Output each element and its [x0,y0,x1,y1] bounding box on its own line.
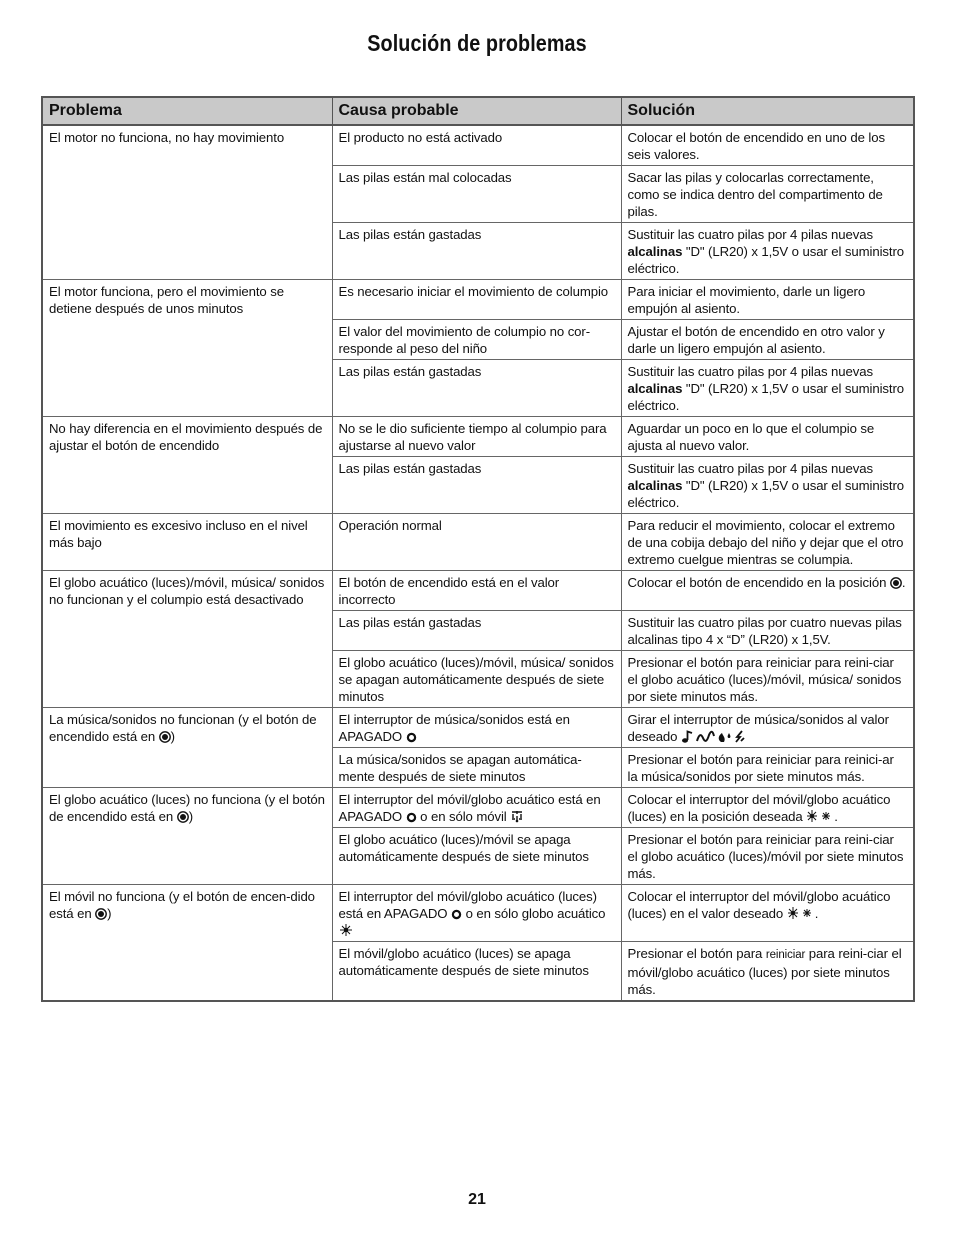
solution-cell [621,571,914,611]
globe-lights-icon [806,809,834,823]
troubleshooting-table [41,96,915,1002]
solution-cell [621,885,914,942]
problem-cell [42,885,332,1002]
solution-bold-text: alcalinas [627,381,683,396]
solution-cell [621,223,914,280]
table-row [42,514,914,571]
page-number: 21 [468,1191,486,1208]
solution-cell [621,708,914,748]
solution-cell: Colocar el botón de encendido en uno de los seis valores. [621,125,914,166]
header-solution: Solución [621,97,914,125]
page-title: Solución de problemas [367,30,587,56]
solution-text: Girar el interruptor de música/sonidos al valor deseado [627,712,889,744]
cause-cell: Las pilas están gastadas [332,360,621,417]
music-sounds-icons [681,730,747,743]
cause-cell: Es necesario iniciar el movimiento de columpio [332,280,621,320]
cause-cell: Las pilas están gastadas [332,223,621,280]
problem-text: ) [107,906,112,921]
table-row [42,280,914,320]
problem-cell: El motor funciona, pero el movimiento se detiene después de unos minutos [42,280,332,417]
hollow-circle-icon [406,812,417,823]
problem-text: ) [170,729,175,744]
cause-cell: Las pilas están gastadas [332,611,621,651]
cause-cell [332,708,621,748]
table-row [42,571,914,611]
problem-cell [42,708,332,788]
solution-text: Colocar el interruptor del móvil/globo acuático (luces) en el valor deseado [627,889,891,921]
problem-text: La música/sonidos no funcionan (y el botón de encendido está en [49,712,317,744]
solution-text: Sustituir las cuatro pilas por 4 pilas nuevas [627,227,873,242]
solution-text: Presionar el botón para [627,946,766,961]
cause-cell [332,788,621,828]
cause-text: o en sólo móvil [416,809,511,824]
cause-text: El interruptor del móvil/globo acuático está en APAGADO [338,792,601,824]
table-row [42,885,914,942]
filled-circle-icon [95,908,107,920]
solution-bold-text: alcalinas [627,478,683,493]
problem-cell: El globo acuático (luces)/móvil, música/ sonidos no funcionan y el columpio está desactivado [42,571,332,708]
hollow-circle-icon [451,909,462,920]
problem-text: El globo acuático (luces) no funciona (y el botón de encendido está en [49,792,325,824]
problem-cell [42,788,332,885]
problem-cell: El movimiento es excesivo incluso en el nivel más bajo [42,514,332,571]
solution-cell: Para reducir el movimiento, colocar el extremo de una cobija debajo del niño y dejar que el otro extremo cuelgue mientras se columpia. [621,514,914,571]
cause-cell: No se le dio suficiente tiempo al columpio para ajustarse al nuevo valor [332,417,621,457]
problem-text: ) [188,809,193,824]
cause-cell: La música/sonidos se apagan automática-mente después de siete minutos [332,748,621,788]
cause-cell: El botón de encendido está en el valor incorrecto [332,571,621,611]
solution-cell: Ajustar el botón de encendido en otro valor y darle un ligero empujón al asiento. [621,320,914,360]
solution-text: "D" (LR20) x 1,5V o usar el suministro eléctrico. [627,478,905,510]
solution-bold-text: alcalinas [627,244,683,259]
table-row [42,125,914,166]
solution-cell [621,942,914,1002]
filled-circle-icon [177,811,189,823]
solution-cell [621,360,914,417]
solution-cell [621,788,914,828]
table-row [42,708,914,748]
cause-cell: Las pilas están gastadas [332,457,621,514]
solution-text: . [901,575,906,590]
solution-cell [621,457,914,514]
cause-cell: Operación normal [332,514,621,571]
solution-text: para reini-ciar el móvil/globo acuático (luces) por siete minutos más. [627,946,902,997]
cause-cell [332,885,621,942]
filled-circle-icon [890,577,902,589]
solution-small-text: reiniciar [765,949,806,961]
cause-cell: El valor del movimiento de columpio no cor-responde al peso del niño [332,320,621,360]
solution-cell: Presionar el botón para reiniciar para reini-ciar el globo acuático (luces)/móvil, música/ sonidos por siete minutos más. [621,651,914,708]
header-cause: Causa probable [332,97,621,125]
cause-cell: El móvil/globo acuático (luces) se apaga automáticamente después de siete minutos [332,942,621,1002]
cause-cell: Las pilas están mal colocadas [332,166,621,223]
cause-cell: El globo acuático (luces)/móvil se apaga automáticamente después de siete minutos [332,828,621,885]
hollow-circle-icon [406,732,417,743]
cause-text: El interruptor del móvil/globo acuático (luces) está en APAGADO [338,889,597,921]
cause-cell: El producto no está activado [332,125,621,166]
solution-cell: Sustituir las cuatro pilas por cuatro nuevas pilas alcalinas tipo 4 x “D” (LR20) x 1,5V. [621,611,914,651]
problem-cell: No hay diferencia en el movimiento después de ajustar el botón de encendido [42,417,332,514]
cause-cell: El globo acuático (luces)/móvil, música/ sonidos se apagan automáticamente después de siete minutos [332,651,621,708]
solution-text: "D" (LR20) x 1,5V o usar el suministro eléctrico. [627,381,905,413]
globe-lights-icon [787,906,815,920]
cause-text: o en sólo globo acuático [462,906,606,921]
solution-cell: Aguardar un poco en lo que el columpio se ajusta al nuevo valor. [621,417,914,457]
problem-cell: El motor no funciona, no hay movimiento [42,125,332,280]
solution-text: Colocar el botón de encendido en la posición [627,575,890,590]
filled-circle-icon [159,731,171,743]
globe-lights-icon [339,923,353,937]
solution-cell: Para iniciar el movimiento, darle un ligero empujón al asiento. [621,280,914,320]
solution-text: Sustituir las cuatro pilas por 4 pilas nuevas [627,461,873,476]
solution-text: "D" (LR20) x 1,5V o usar el suministro eléctrico. [627,244,905,276]
table-row [42,788,914,828]
problem-text: El móvil no funciona (y el botón de encen-dido está en [49,889,315,921]
solution-text: . [834,809,838,824]
cause-text: El interruptor de música/sonidos está en APAGADO [338,712,570,744]
solution-cell: Sacar las pilas y colocarlas correctamente, como se indica dentro del compartimento de pilas. [621,166,914,223]
mobile-icon [510,810,524,823]
solution-text: Sustituir las cuatro pilas por 4 pilas nuevas [627,364,873,379]
table-header-row [42,97,914,125]
table-row [42,417,914,457]
solution-cell: Presionar el botón para reiniciar para reini-ciar el globo acuático (luces)/móvil por siete minutos más. [621,828,914,885]
solution-text: . [814,906,819,921]
header-problem: Problema [42,97,332,125]
solution-text: Colocar el interruptor del móvil/globo acuático (luces) en la posición deseada [627,792,891,824]
solution-cell: Presionar el botón para reiniciar para reinici-ar la música/sonidos por siete minutos más. [621,748,914,788]
